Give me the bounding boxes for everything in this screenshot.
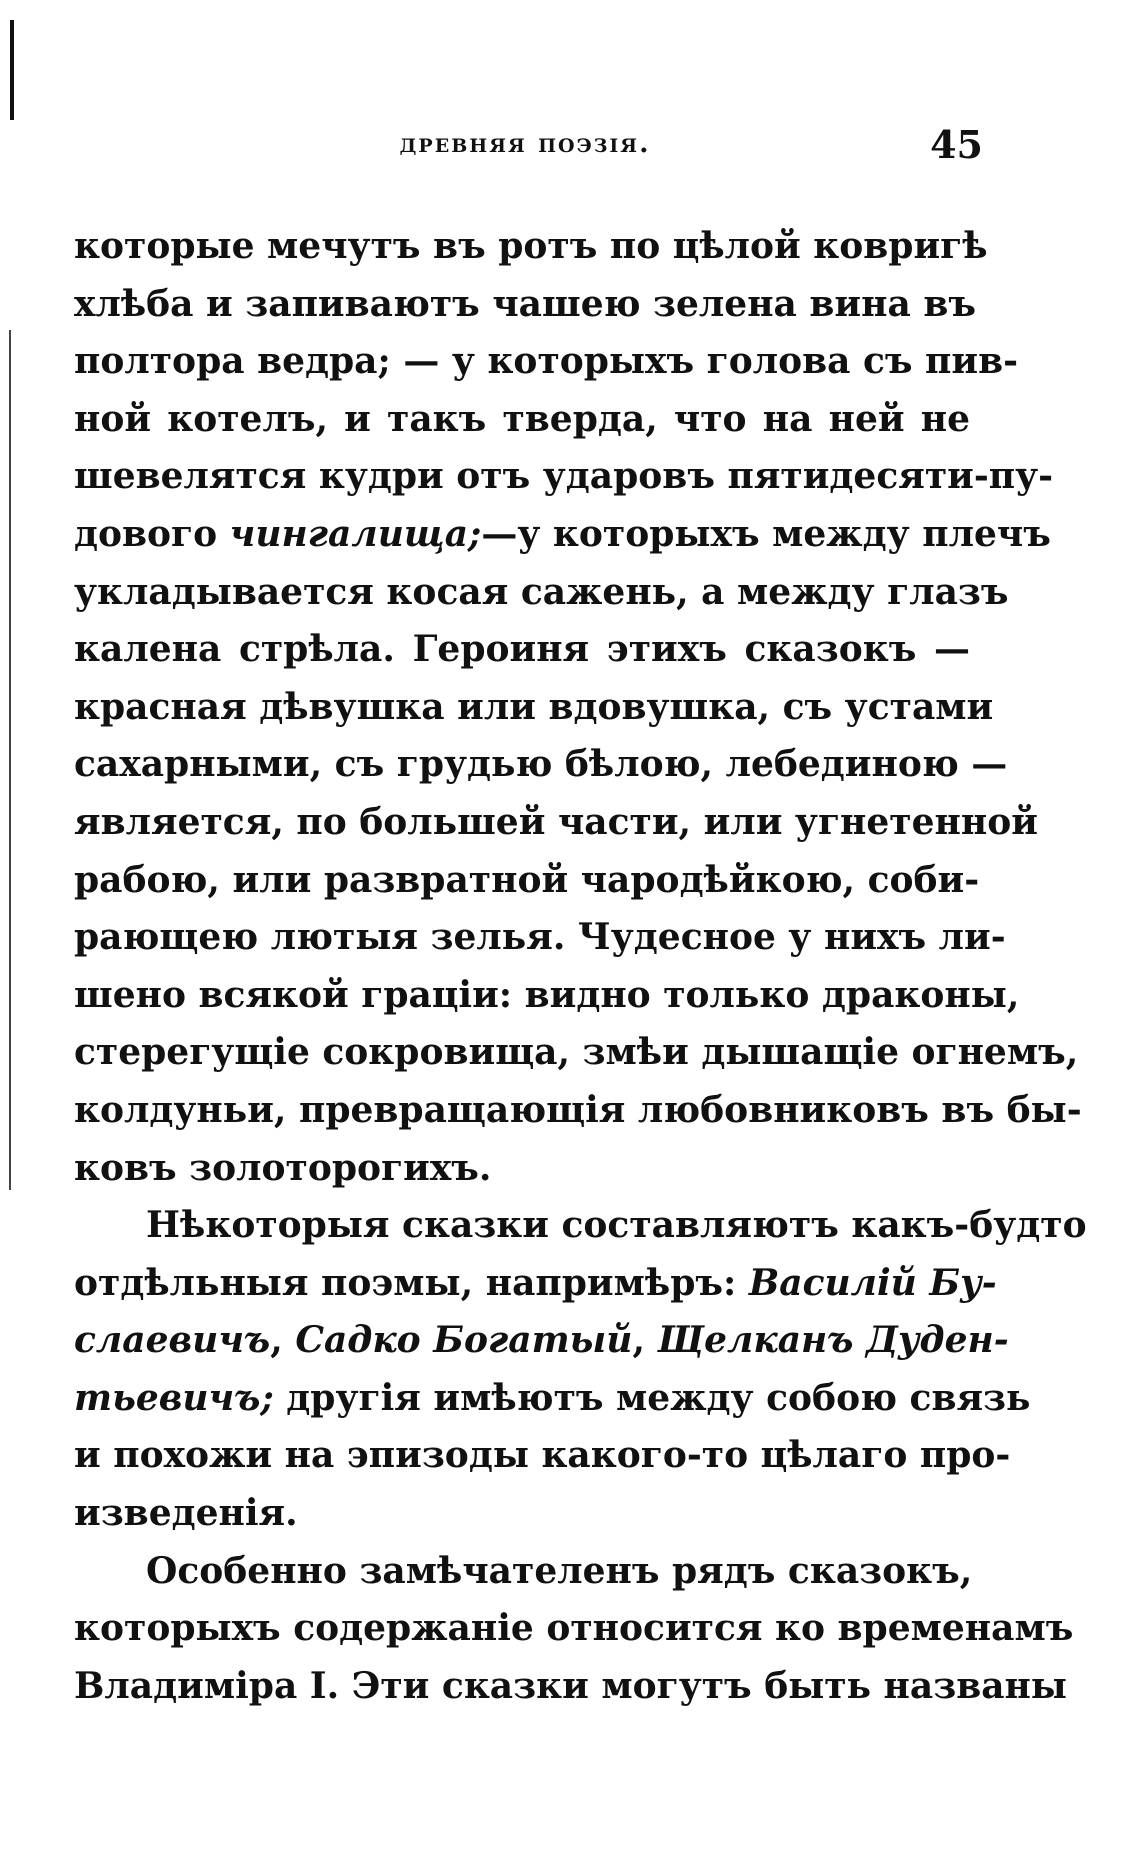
text-line: колдуньи, превращающія любовниковъ въ бы- <box>74 1088 1082 1131</box>
italic-title: Щелканъ Дуден- <box>657 1319 1009 1362</box>
italic-title: слаевичъ <box>74 1319 271 1362</box>
text-line: шено всякой граціи: видно только драконы, <box>74 973 1020 1016</box>
text-line: является, по большей части, или угнетенной <box>74 800 1038 843</box>
text-line: отдѣльныя поэмы, напримѣръ: Василій Бу- <box>74 1261 997 1304</box>
text-line: которые мечутъ въ ротъ по цѣлой ковригѣ <box>74 225 988 267</box>
text-line: дового чингалища;—у которыхъ между плечъ <box>74 512 1051 555</box>
text-line: хлѣба и запиваютъ чашею зелена вина въ <box>74 282 976 325</box>
text-line: и похожи на эпизоды какого-то цѣлаго про- <box>74 1434 1011 1477</box>
text-line: Владиміра I. Эти сказки могутъ быть названы <box>74 1664 1067 1707</box>
running-title: древняя поэзія. <box>399 128 651 159</box>
text-line: изведенія. <box>74 1492 298 1535</box>
text-line: тьевичъ; другія имѣютъ между собою связь <box>74 1376 1031 1419</box>
italic-term: чингалища; <box>229 512 482 555</box>
page-number: 45 <box>930 122 983 167</box>
text-line: шевелятся кудри отъ ударовъ пятидесяти-пу- <box>74 455 1054 498</box>
text-line: полтора ведра; — у которыхъ голова съ пив- <box>74 340 1019 383</box>
text-line: Нѣкоторыя сказки составляютъ какъ-будто <box>146 1204 1087 1247</box>
text-line: рабою, или развратной чародѣйкою, соби- <box>74 858 980 901</box>
scan-edge-line <box>9 330 11 1190</box>
text-line: слаевичъ, Садко Богатый, Щелканъ Дуден- <box>74 1319 1009 1362</box>
text-line: калена стрѣла. Героиня этихъ сказокъ — <box>74 628 970 671</box>
italic-title: тьевичъ; <box>74 1376 274 1419</box>
text-line: которыхъ содержаніе относится ко временамъ <box>74 1607 1074 1650</box>
text-line: ной котелъ, и такъ тверда, что на ней не <box>74 397 970 440</box>
text-line: красная дѣвушка или вдовушка, съ устами <box>74 685 994 728</box>
text-line: ковъ золоторогихъ. <box>74 1146 492 1189</box>
text-line: стерегущіе сокровища, змѣи дышащіе огнемъ, <box>74 1031 1079 1074</box>
running-head <box>75 122 983 168</box>
italic-title: Садко Богатый <box>295 1319 633 1362</box>
body-text <box>74 218 1087 1715</box>
text-line: укладывается косая сажень, а между глазъ <box>74 570 1009 613</box>
italic-title: Василій Бу- <box>748 1261 997 1304</box>
scan-edge-mark <box>10 20 14 120</box>
text-line: рающею лютыя зелья. Чудесное у нихъ ли- <box>74 916 1006 959</box>
text-line: Особенно замѣчателенъ рядъ сказокъ, <box>146 1549 973 1592</box>
text-line: сахарными, съ грудью бѣлою, лебединою — <box>74 743 1008 786</box>
